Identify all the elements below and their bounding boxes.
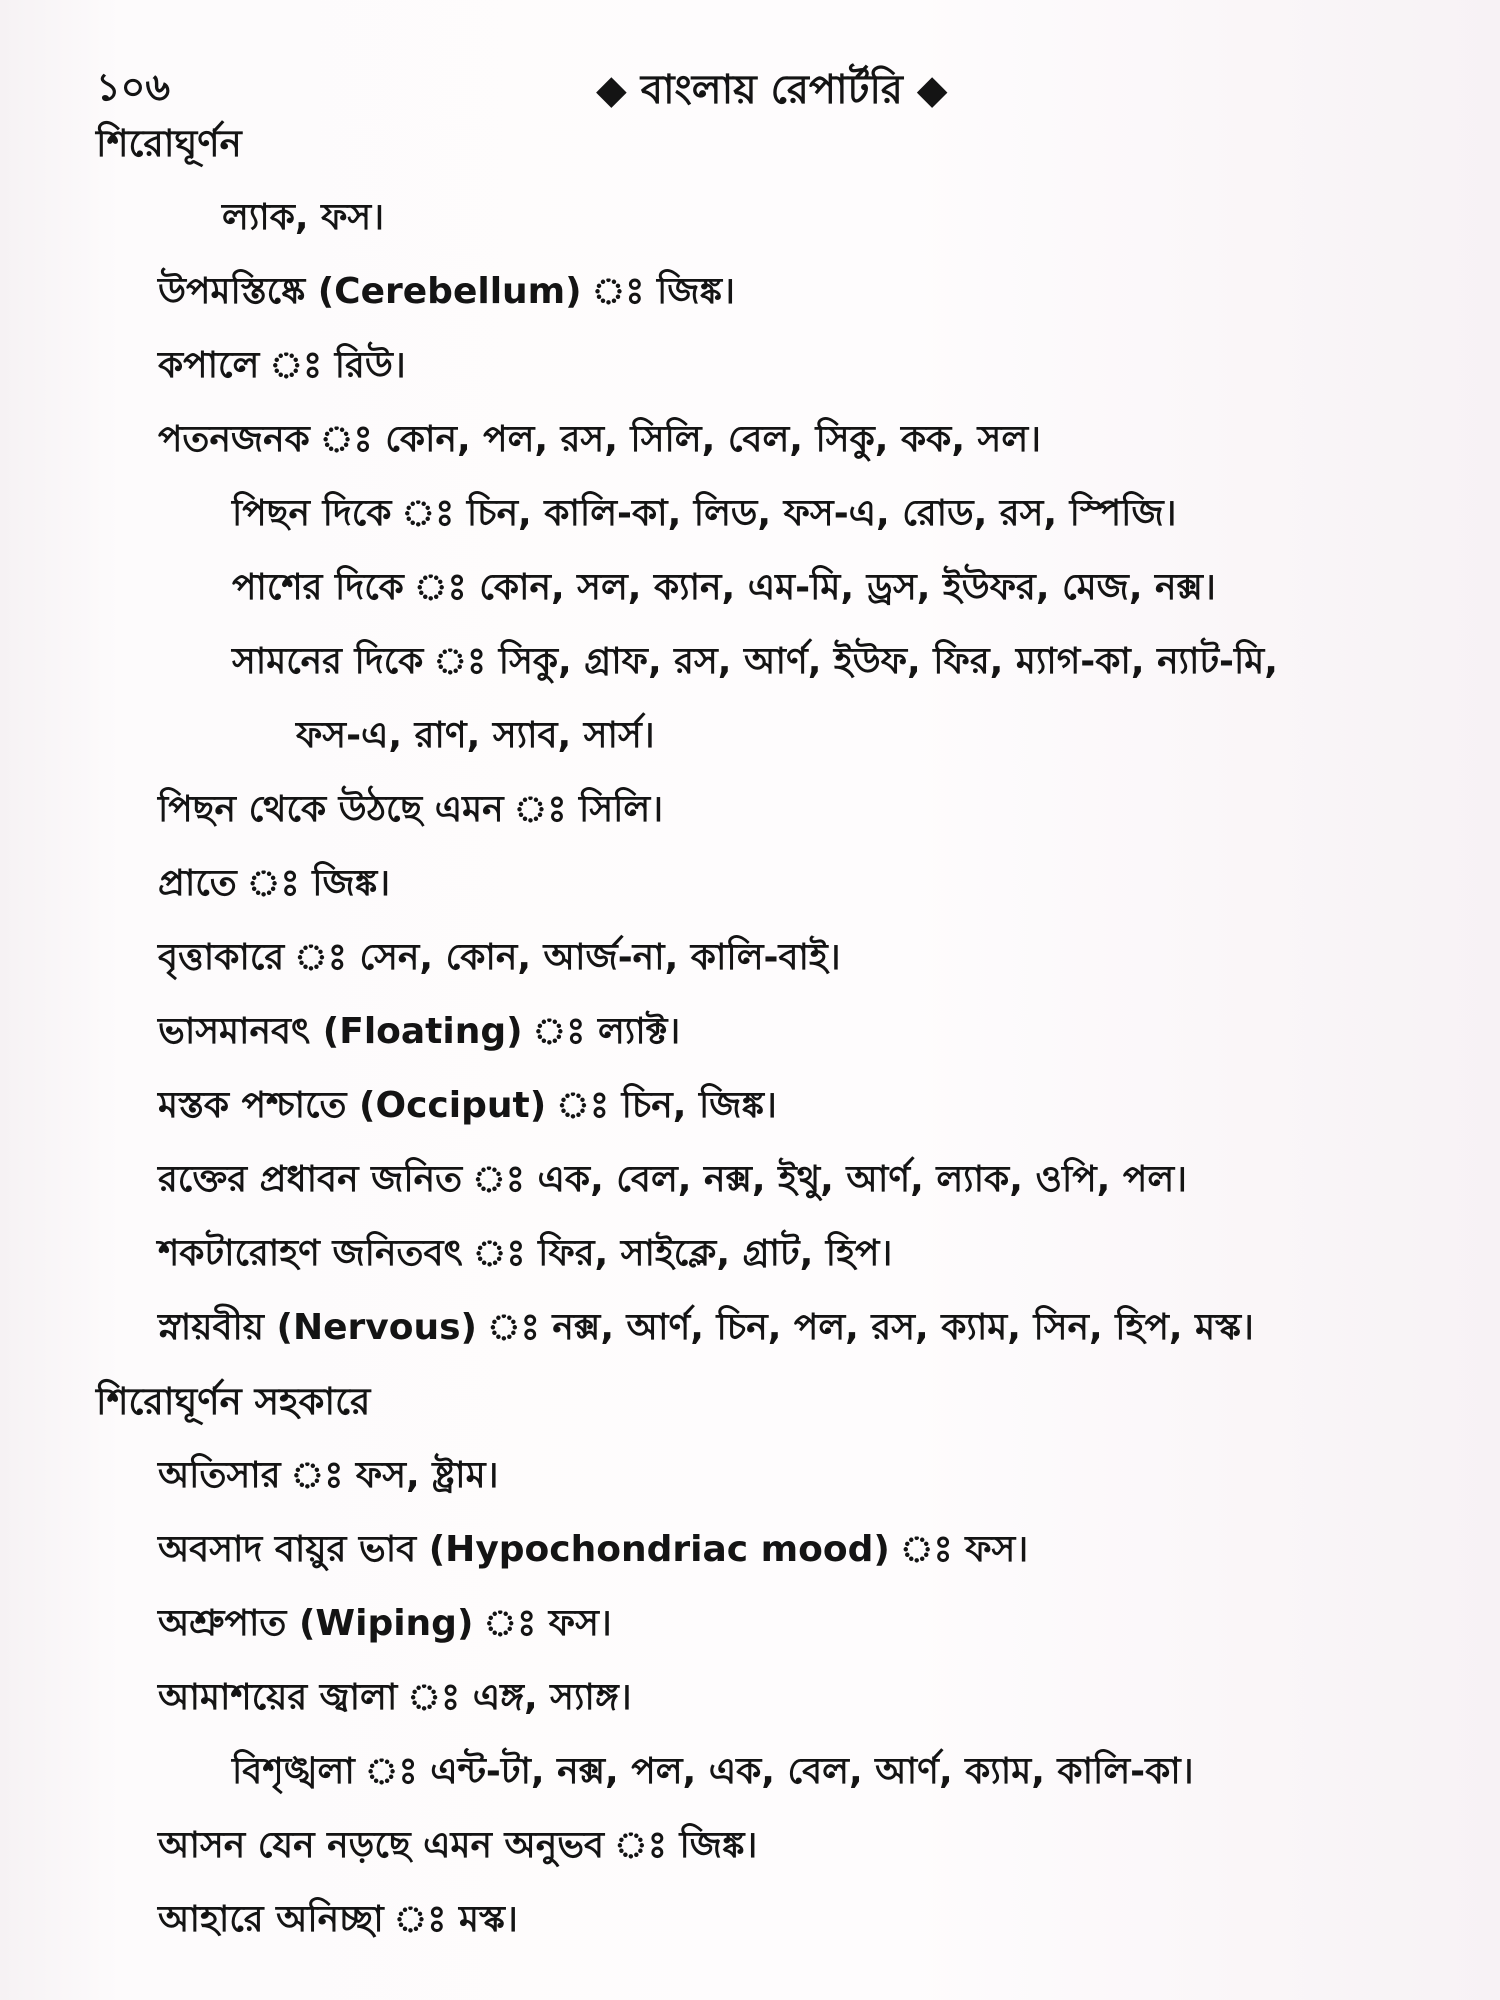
text-line: প্রাতে ঃ জিঙ্ক। xyxy=(158,863,391,904)
text-line: শকটারোহণ জনিতবৎ ঃ ফির, সাইক্লে, গ্রাট, হিপ। xyxy=(158,1233,893,1274)
text-line: স্নায়বীয় (Nervous) ঃ নক্স, আর্ণ, চিন, পল, রস, ক্যাম, সিন, হিপ, মস্ক। xyxy=(158,1307,1254,1348)
text-line: আমাশয়ের জ্বালা ঃ এঙ্গ, স্যাঙ্গ। xyxy=(158,1677,632,1718)
text-line: অতিসার ঃ ফস, ষ্ট্রাম। xyxy=(158,1455,499,1496)
text-line: মস্তক পশ্চাতে (Occiput) ঃ চিন, জিঙ্ক। xyxy=(158,1085,777,1126)
text-line: পাশের দিকে ঃ কোন, সল, ক্যান, এম-মি, ড্রস, ইউফর, মেজ, নক্স। xyxy=(232,567,1216,608)
text-line: ফস-এ, রাণ, স্যাব, সার্স। xyxy=(296,715,655,756)
text-line: পতনজনক ঃ কোন, পল, রস, সিলি, বেল, সিকু, কক, সল। xyxy=(158,419,1042,460)
running-title: ◆ বাংলায় রেপার্টরি ◆ xyxy=(596,67,948,113)
text-line: পিছন থেকে উঠছে এমন ঃ সিলি। xyxy=(158,789,664,830)
text-line: বৃত্তাকারে ঃ সেন, কোন, আর্জ-না, কালি-বাই। xyxy=(158,937,841,978)
text-line: বিশৃঙ্খলা ঃ এন্ট-টা, নক্স, পল, এক, বেল, আর্ণ, ক্যাম, কালি-কা। xyxy=(232,1751,1194,1792)
section-heading: শিরোঘূর্ণন xyxy=(96,122,242,165)
page-number: ১০৬ xyxy=(96,65,171,109)
text-line: অবসাদ বায়ুর ভাব (Hypochondriac mood) ঃ ফস। xyxy=(158,1529,1029,1570)
text-line: আহারে অনিচ্ছা ঃ মস্ক। xyxy=(158,1899,518,1940)
text-line: সামনের দিকে ঃ সিকু, গ্রাফ, রস, আর্ণ, ইউফ, ফির, ম্যাগ-কা, ন্যাট-মি, xyxy=(232,641,1278,682)
text-line: রক্তের প্রধাবন জনিত ঃ এক, বেল, নক্স, ইথু, আর্ণ, ল্যাক, ওপি, পল। xyxy=(158,1159,1188,1200)
text-line: অশ্রুপাত (Wiping) ঃ ফস। xyxy=(158,1603,612,1644)
text-line: উপমস্তিষ্কে (Cerebellum) ঃ জিঙ্ক। xyxy=(158,271,735,312)
text-line: কপালে ঃ রিউ। xyxy=(158,345,406,386)
text-line: ল্যাক, ফস। xyxy=(222,197,385,238)
section-heading: শিরোঘূর্ণন সহকারে xyxy=(96,1380,371,1423)
text-line: আসন যেন নড়ছে এমন অনুভব ঃ জিঙ্ক। xyxy=(158,1825,758,1866)
text-line: পিছন দিকে ঃ চিন, কালি-কা, লিড, ফস-এ, রোড, রস, স্পিজি। xyxy=(232,493,1177,534)
text-line: ভাসমানবৎ (Floating) ঃ ল্যাক্ট। xyxy=(158,1011,681,1052)
